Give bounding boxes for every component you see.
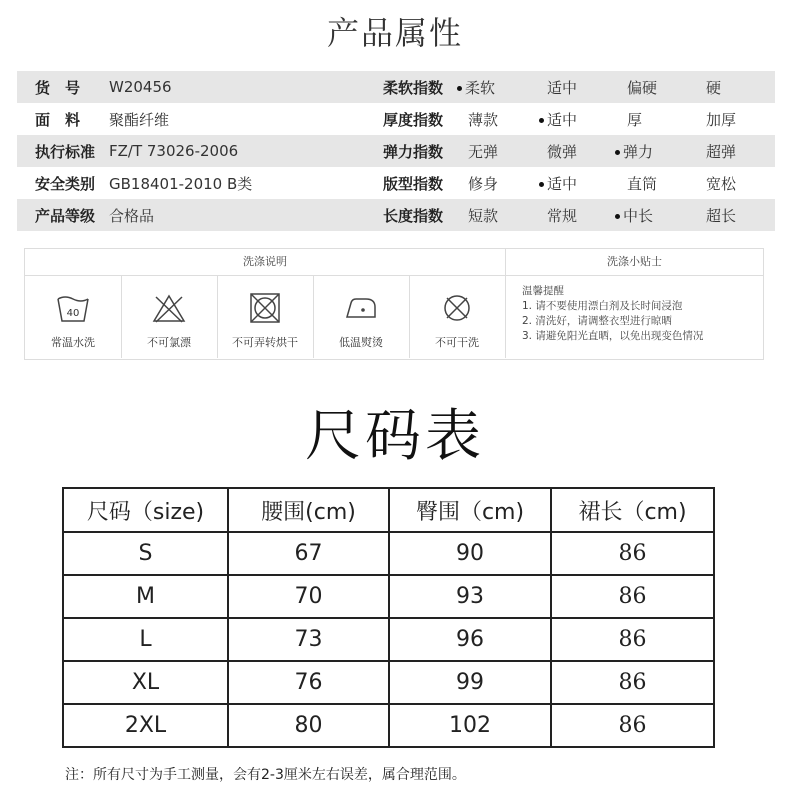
index-option: 适中	[539, 173, 577, 194]
index-option: 宽松	[706, 174, 737, 193]
selected-dot-icon	[539, 118, 544, 123]
table-cell: 76	[228, 661, 389, 704]
selected-dot-icon	[539, 182, 544, 187]
wash-label: 常温水洗	[51, 336, 95, 349]
selected-dot-icon	[457, 86, 462, 91]
attribute-value: 聚酯纤维	[109, 110, 170, 129]
attribute-row	[17, 199, 775, 231]
table-cell: 86	[551, 618, 714, 661]
index-option: 厚	[627, 110, 643, 129]
attribute-key: 产品等级	[35, 206, 96, 225]
table-cell: 67	[228, 532, 389, 575]
table-header: 臀围（cm)	[389, 488, 551, 532]
attribute-row	[17, 135, 775, 167]
attribute-key: 安全类别	[35, 174, 96, 193]
attribute-key: 货 号	[35, 78, 81, 97]
tips-title: 温馨提醒	[522, 285, 564, 297]
wash-instructions-header: 洗涤说明	[25, 249, 506, 276]
selected-dot-icon	[615, 150, 620, 155]
wash-cell	[121, 276, 218, 358]
wash-label: 不可干洗	[435, 336, 479, 349]
index-option: 超弹	[706, 142, 737, 161]
table-row	[63, 704, 714, 747]
index-option: 微弹	[547, 142, 578, 161]
index-option: 修身	[468, 174, 499, 193]
table-header-row	[63, 488, 714, 532]
table-cell: 86	[551, 704, 714, 747]
wash-cell	[409, 276, 506, 358]
index-key: 厚度指数	[383, 110, 444, 129]
tip-item: 2. 清洗好，请调整衣型进行晾晒	[522, 315, 672, 327]
index-option: 直筒	[627, 174, 658, 193]
table-cell: 96	[389, 618, 551, 661]
index-key: 弹力指数	[383, 142, 444, 161]
index-option: 中长	[615, 205, 653, 226]
attribute-row	[17, 167, 775, 199]
size-chart-title: 尺码表	[305, 404, 485, 469]
index-option: 短款	[468, 206, 499, 225]
table-cell: 99	[389, 661, 551, 704]
table-row	[63, 575, 714, 618]
table-cell: 70	[228, 575, 389, 618]
wash-cell	[217, 276, 314, 358]
table-header: 裙长（cm)	[551, 488, 714, 532]
no-tumble-dry-icon	[248, 293, 282, 323]
index-option: 适中	[547, 78, 578, 97]
wash-instructions-panel	[24, 248, 764, 360]
attribute-row	[17, 103, 775, 135]
wash-cell	[313, 276, 410, 358]
index-option: 无弹	[468, 142, 499, 161]
low-iron-icon	[344, 293, 378, 323]
table-cell: L	[63, 618, 228, 661]
table-cell: 86	[551, 661, 714, 704]
index-option: 薄款	[468, 110, 499, 129]
table-row	[63, 618, 714, 661]
table-cell: 102	[389, 704, 551, 747]
wash-label: 不可氯漂	[147, 336, 191, 349]
table-cell: M	[63, 575, 228, 618]
selected-dot-icon	[615, 214, 620, 219]
index-key: 柔软指数	[383, 78, 444, 97]
table-row	[63, 661, 714, 704]
no-dry-clean-icon	[440, 293, 474, 323]
product-attributes-title: 产品属性	[326, 14, 463, 52]
index-option: 超长	[706, 206, 737, 225]
size-table	[62, 487, 715, 748]
measurement-note: 注：所有尺寸为手工测量，会有2-3厘米左右误差，属合理范围。	[65, 767, 466, 783]
table-cell: XL	[63, 661, 228, 704]
index-option: 加厚	[706, 110, 737, 129]
table-cell: S	[63, 532, 228, 575]
index-option: 常规	[547, 206, 578, 225]
table-row	[63, 532, 714, 575]
table-header: 尺码（size)	[63, 488, 228, 532]
attribute-key: 面 料	[35, 110, 81, 129]
attribute-key: 执行标准	[35, 142, 96, 161]
svg-text:40: 40	[66, 308, 80, 319]
no-bleach-icon	[152, 293, 186, 323]
wash-label: 低温熨烫	[339, 336, 383, 349]
index-key: 版型指数	[383, 174, 444, 193]
table-cell: 93	[389, 575, 551, 618]
tip-item: 3. 请避免阳光直晒，以免出现变色情况	[522, 330, 704, 342]
table-cell: 80	[228, 704, 389, 747]
table-cell: 86	[551, 532, 714, 575]
index-option: 硬	[706, 78, 722, 97]
tip-item: 1. 请不要使用漂白剂及长时间浸泡	[522, 300, 683, 312]
index-option: 适中	[539, 109, 577, 130]
table-cell: 90	[389, 532, 551, 575]
attribute-value: GB18401-2010 B类	[109, 174, 253, 193]
table-header: 腰围(cm)	[228, 488, 389, 532]
index-option: 偏硬	[627, 78, 658, 97]
table-cell: 2XL	[63, 704, 228, 747]
attribute-row	[17, 71, 775, 103]
index-option: 柔软	[457, 77, 495, 98]
index-option: 弹力	[615, 141, 653, 162]
index-key: 长度指数	[383, 206, 444, 225]
table-cell: 73	[228, 618, 389, 661]
attribute-value: W20456	[109, 78, 172, 96]
wash-label: 不可弄转烘干	[232, 336, 298, 349]
attributes-panel	[17, 71, 775, 231]
wash-40-icon	[56, 293, 90, 323]
attribute-value: FZ/T 73026-2006	[109, 142, 239, 160]
attribute-value: 合格品	[109, 206, 155, 225]
wash-tips	[522, 284, 703, 344]
wash-cell	[25, 276, 122, 358]
wash-tips-header: 洗涤小贴士	[506, 249, 763, 276]
table-cell: 86	[551, 575, 714, 618]
